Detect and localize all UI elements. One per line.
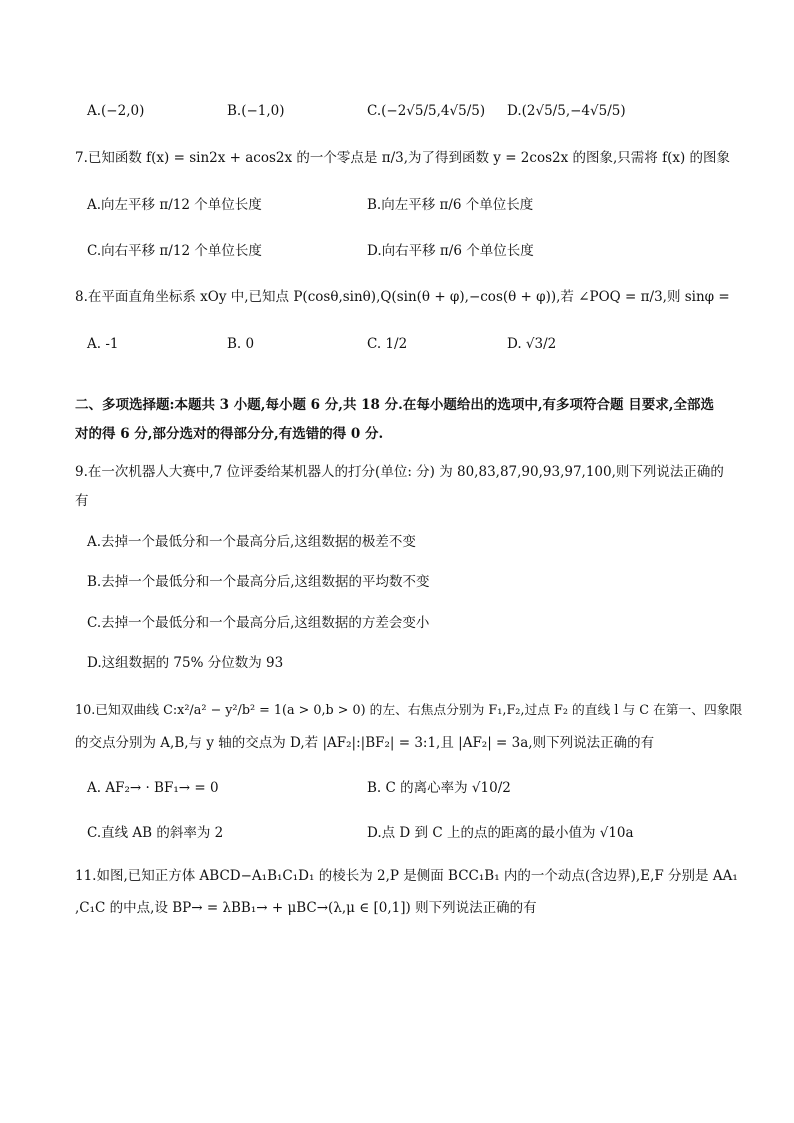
q10-option-b: B. C 的离心率为 √10/2 xyxy=(367,780,511,796)
q7-option-a: A.向左平移 π/12 个单位长度 xyxy=(87,197,262,213)
q7-option-c: C.向右平移 π/12 个单位长度 xyxy=(87,243,262,259)
q10-option-a: A. AF₂→ · BF₁→ = 0 xyxy=(87,780,219,796)
q6-option-c: C.(−2√5/5,4√5/5) xyxy=(367,103,486,119)
q10-option-d: D.点 D 到 C 上的点的距离的最小值为 √10a xyxy=(367,825,634,841)
q9-option-b: B.去掉一个最低分和一个最高分后,这组数据的平均数不变 xyxy=(87,574,430,590)
q8-option-d: D. √3/2 xyxy=(507,336,557,352)
q7-option-b: B.向左平移 π/6 个单位长度 xyxy=(367,197,534,213)
q6-option-b: B.(−1,0) xyxy=(227,103,285,119)
q8-option-a: A. -1 xyxy=(87,336,119,352)
q7-option-d: D.向右平移 π/6 个单位长度 xyxy=(367,243,534,259)
q9-stem-line2: 有 xyxy=(75,493,89,509)
q10-stem-line1: 10.已知双曲线 C:x²/a² − y²/b² = 1(a > 0,b > 0) 的左、右焦点分别为 F₁,F₂,过点 F₂ 的直线 l 与 C 在第一、四象限 xyxy=(75,703,743,718)
q6-option-a: A.(−2,0) xyxy=(87,103,145,119)
q8-option-c: C. 1/2 xyxy=(367,336,408,352)
q6-option-d: D.(2√5/5,−4√5/5) xyxy=(507,103,626,119)
q8-option-b: B. 0 xyxy=(227,336,255,352)
q11-stem-line1: 11.如图,已知正方体 ABCD−A₁B₁C₁D₁ 的棱长为 2,P 是侧面 BCC₁B₁ 内的一个动点(含边界),E,F 分别是 AA₁ xyxy=(75,868,738,884)
q10-stem-line2: 的交点分别为 A,B,与 y 轴的交点为 D,若 |AF₂|:|BF₂| = 3:1,且 |AF₂| = 3a,则下列说法正确的有 xyxy=(75,735,655,751)
section2-heading-line2: 对的得 6 分,部分选对的得部分分,有选错的得 0 分. xyxy=(75,426,384,442)
section2-heading-line1: 二、多项选择题:本题共 3 小题,每小题 6 分,共 18 分.在每小题给出的选项中,有多项符合题 目要求,全部选 xyxy=(75,397,714,413)
q8-stem: 8.在平面直角坐标系 xOy 中,已知点 P(cosθ,sinθ),Q(sin(θ + φ),−cos(θ + φ)),若 ∠POQ = π/3,则 sinφ = xyxy=(75,289,730,305)
q9-option-a: A.去掉一个最低分和一个最高分后,这组数据的极差不变 xyxy=(87,534,416,550)
q9-option-d: D.这组数据的 75% 分位数为 93 xyxy=(87,655,284,671)
q11-stem-line2: ,C₁C 的中点,设 BP→ = λBB₁→ + μBC→(λ,μ ∈ [0,1]) 则下列说法正确的有 xyxy=(75,900,537,916)
q9-option-c: C.去掉一个最低分和一个最高分后,这组数据的方差会变小 xyxy=(87,615,430,631)
q9-stem-line1: 9.在一次机器人大赛中,7 位评委给某机器人的打分(单位: 分) 为 80,83,87,90,93,97,100,则下列说法正确的 xyxy=(75,464,724,480)
q10-option-c: C.直线 AB 的斜率为 2 xyxy=(87,825,224,841)
q7-stem: 7.已知函数 f(x) = sin2x + acos2x 的一个零点是 π/3,为了得到函数 y = 2cos2x 的图象,只需将 f(x) 的图象 xyxy=(75,150,731,166)
